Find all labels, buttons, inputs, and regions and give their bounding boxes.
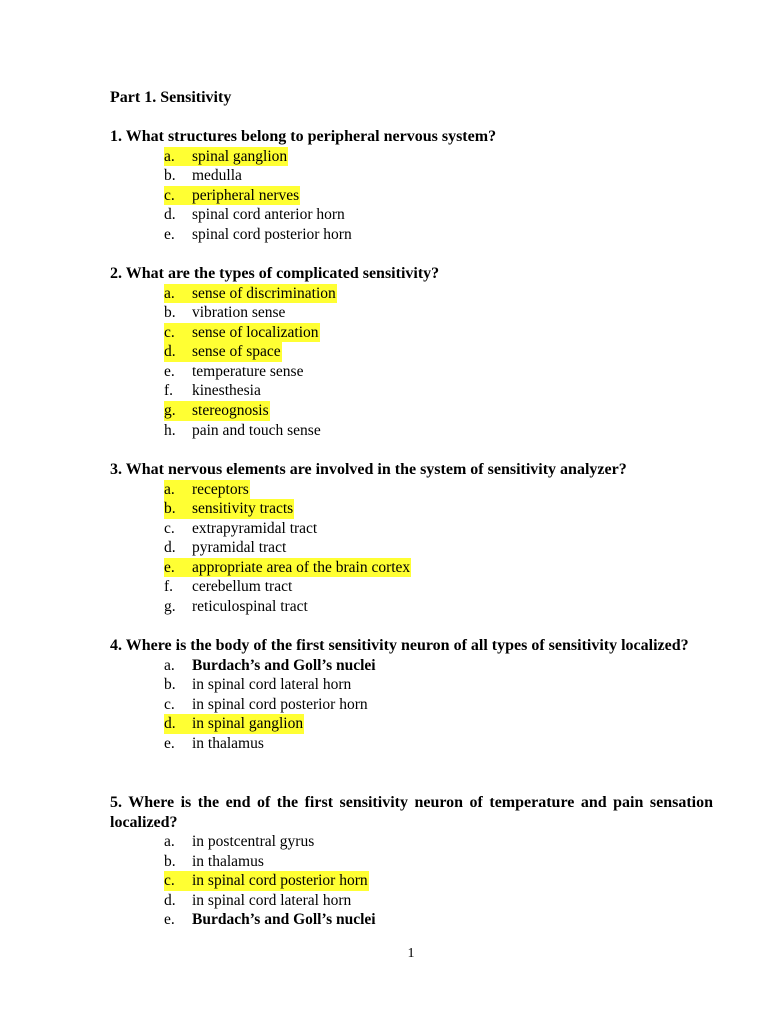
option-text: reticulospinal tract xyxy=(192,598,308,616)
option-text: vibration sense xyxy=(192,304,286,322)
option-text: in spinal cord lateral horn xyxy=(192,891,352,909)
option-list xyxy=(110,832,713,930)
option-letter: e. xyxy=(164,558,175,576)
option-e xyxy=(164,558,713,578)
option-letter: e. xyxy=(164,734,175,752)
option-letter: e. xyxy=(164,225,175,243)
option-a xyxy=(164,284,713,304)
option-text: medulla xyxy=(192,167,242,185)
option-text: peripheral nerves xyxy=(192,186,300,204)
option-letter: g. xyxy=(164,402,176,420)
highlight-mark xyxy=(164,499,294,519)
option-b xyxy=(164,852,713,872)
highlight-mark xyxy=(164,342,282,362)
option-letter: b. xyxy=(164,676,176,694)
option-d xyxy=(164,538,713,558)
option-a xyxy=(164,656,713,676)
option-g xyxy=(164,401,713,421)
option-d xyxy=(164,205,713,225)
highlight-mark xyxy=(164,284,337,304)
question-text: 1. What structures belong to peripheral nervous system? xyxy=(110,128,497,145)
option-e xyxy=(164,362,713,382)
option-d xyxy=(164,714,713,734)
option-text: in spinal ganglion xyxy=(192,715,304,733)
option-text: Burdach’s and Goll’s nuclei xyxy=(192,911,376,929)
option-a xyxy=(164,832,713,852)
option-a xyxy=(164,480,713,500)
highlight-mark xyxy=(164,401,270,421)
option-text: pain and touch sense xyxy=(192,421,321,439)
question-text: 4. Where is the body of the first sensitivity neuron of all types of sensitivity localized? xyxy=(110,637,689,654)
option-letter: a. xyxy=(164,147,175,165)
option-text: in spinal cord lateral horn xyxy=(192,676,352,694)
option-letter: c. xyxy=(164,695,175,713)
option-text: spinal cord anterior horn xyxy=(192,206,345,224)
option-text: in spinal cord posterior horn xyxy=(192,695,368,713)
question-text: 5. Where is the end of the first sensitivity neuron of temperature and pain sensation localized? xyxy=(110,794,713,831)
highlight-mark xyxy=(164,186,300,206)
question-4 xyxy=(110,636,713,753)
option-f xyxy=(164,381,713,401)
option-e xyxy=(164,225,713,245)
option-e xyxy=(164,910,713,930)
option-letter: c. xyxy=(164,519,175,537)
option-c xyxy=(164,519,713,539)
option-text: in thalamus xyxy=(192,734,264,752)
option-d xyxy=(164,891,713,911)
option-c xyxy=(164,695,713,715)
option-f xyxy=(164,577,713,597)
option-text: Burdach’s and Goll’s nuclei xyxy=(192,656,376,674)
option-text: in spinal cord posterior horn xyxy=(192,872,368,890)
option-text: sense of space xyxy=(192,343,281,361)
option-b xyxy=(164,303,713,323)
option-letter: d. xyxy=(164,891,176,909)
option-text: sense of localization xyxy=(192,323,319,341)
question-text: 3. What nervous elements are involved in the system of sensitivity analyzer? xyxy=(110,461,627,478)
highlight-mark xyxy=(164,147,288,167)
option-text: sense of discrimination xyxy=(192,284,336,302)
option-c xyxy=(164,186,713,206)
option-letter: e. xyxy=(164,911,175,929)
option-letter: a. xyxy=(164,480,175,498)
option-b xyxy=(164,166,713,186)
option-letter: b. xyxy=(164,304,176,322)
option-letter: g. xyxy=(164,598,176,616)
option-letter: d. xyxy=(164,206,176,224)
option-e xyxy=(164,734,713,754)
option-letter: d. xyxy=(164,343,176,361)
option-text: sensitivity tracts xyxy=(192,500,294,518)
option-letter: f. xyxy=(164,382,174,400)
question-1 xyxy=(110,127,713,244)
highlight-mark xyxy=(164,323,320,343)
option-text: in thalamus xyxy=(192,852,264,870)
option-c xyxy=(164,871,713,891)
option-g xyxy=(164,597,713,617)
question-5 xyxy=(110,793,713,930)
option-text: kinesthesia xyxy=(192,382,261,400)
option-text: temperature sense xyxy=(192,362,304,380)
option-letter: c. xyxy=(164,872,175,890)
option-letter: b. xyxy=(164,852,176,870)
option-list xyxy=(110,656,713,754)
option-letter: a. xyxy=(164,833,175,850)
option-b xyxy=(164,499,713,519)
option-letter: f. xyxy=(164,578,174,596)
option-a xyxy=(164,147,713,167)
option-letter: h. xyxy=(164,421,176,439)
option-letter: d. xyxy=(164,539,176,557)
option-letter: e. xyxy=(164,362,175,380)
highlight-mark xyxy=(164,558,411,578)
option-list xyxy=(110,284,713,441)
question-text: 2. What are the types of complicated sensitivity? xyxy=(110,265,440,282)
option-text: extrapyramidal tract xyxy=(192,519,318,537)
highlight-mark xyxy=(164,871,369,891)
highlight-mark xyxy=(164,480,250,500)
option-b xyxy=(164,675,713,695)
option-text: cerebellum tract xyxy=(192,578,293,596)
option-text: spinal ganglion xyxy=(192,147,288,165)
page-number: 1 xyxy=(407,946,415,961)
option-text: pyramidal tract xyxy=(192,539,287,557)
option-letter: a. xyxy=(164,284,175,302)
option-text: spinal cord posterior horn xyxy=(192,225,352,243)
part-title: Part 1. Sensitivity xyxy=(110,89,232,106)
option-letter: c. xyxy=(164,186,175,204)
option-text: in postcentral gyrus xyxy=(192,833,315,850)
option-text: receptors xyxy=(192,480,249,498)
option-letter: a. xyxy=(164,656,175,674)
option-text: appropriate area of the brain cortex xyxy=(192,558,411,576)
option-list xyxy=(110,147,713,245)
question-2 xyxy=(110,264,713,440)
option-letter: c. xyxy=(164,323,175,341)
option-d xyxy=(164,342,713,362)
option-text: stereognosis xyxy=(192,402,269,420)
option-letter: b. xyxy=(164,167,176,185)
option-list xyxy=(110,480,713,617)
option-letter: d. xyxy=(164,715,176,733)
highlight-mark xyxy=(164,714,304,734)
option-c xyxy=(164,323,713,343)
question-3 xyxy=(110,460,713,617)
option-h xyxy=(164,421,713,441)
option-letter: b. xyxy=(164,500,176,518)
